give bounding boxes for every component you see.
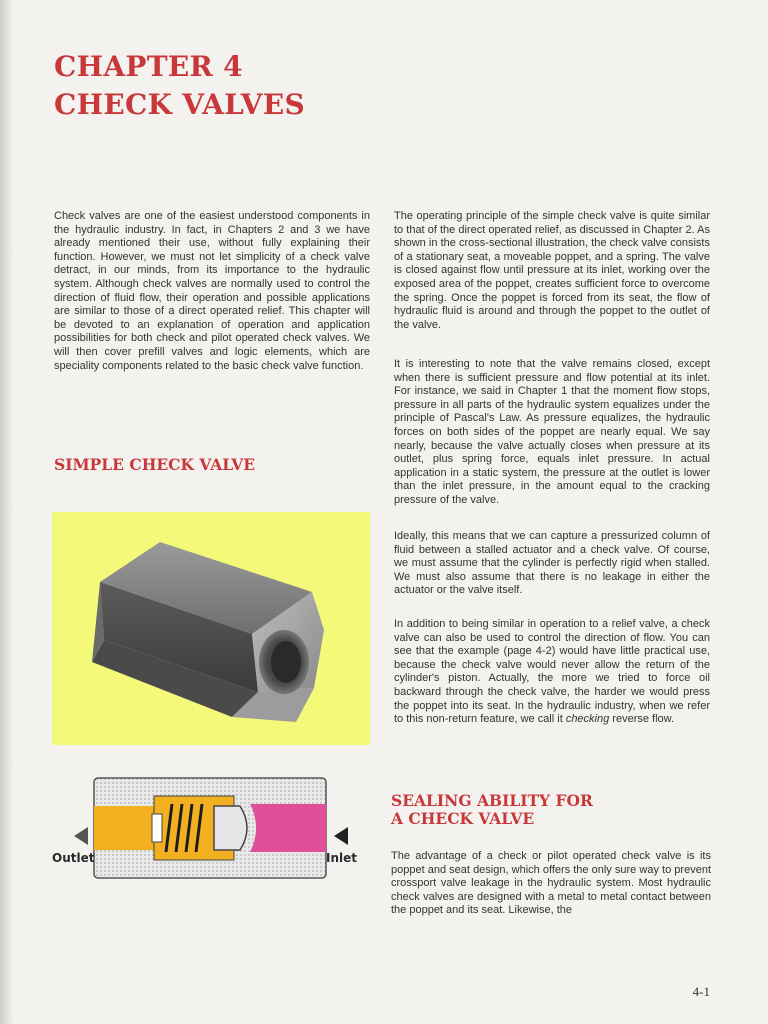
heading-simple-check-valve: SIMPLE CHECK VALVE [54, 455, 256, 474]
page-binding-shadow [0, 0, 14, 1024]
outlet-arrow-icon [72, 826, 90, 846]
check-valve-photo [52, 512, 370, 745]
direction-control-paragraph [394, 618, 710, 727]
poppet [214, 806, 247, 850]
intro-paragraph: Check valves are one of the easiest understood components in the hydraulic industry. In fact, in Chapters 2 and 3 we have already mentioned their use, without fully explaining their function. However, we must not let simplicity of a check valve detract, in our minds, from its importance to the hydraulic system. Although check valves are normally used to control the direction of fluid flow, their operation and possible applications are similar to those of a direct operated relief. This chapter will be devoted to an explanation of operation and application possibilities for both check and pilot operated check valves. We will then cover prefill valves and logic elements, which are speciality components related to the basic check valve function. [54, 210, 370, 372]
cross-section-diagram [44, 774, 362, 884]
check-valve-illustration [52, 512, 370, 745]
heading-sealing-ability [391, 792, 711, 828]
page-number: 4-1 [692, 984, 710, 999]
valve-seat [152, 814, 162, 842]
chapter-name: CHECK VALVES [54, 88, 305, 121]
chapter-title [54, 48, 305, 124]
inlet-arrow-icon [332, 826, 350, 846]
chapter-number: CHAPTER 4 [54, 50, 243, 83]
inlet-chamber [250, 804, 326, 852]
direction-control-text: In addition to being similar in operation to a relief valve, a check valve can also be used to control the direction of flow. You can see that the example (page 4-2) would have little practical use, because the check valve would never allow the return of the cylinder's piston. Actually, the more we tried to force oil backward through the check valve, the harder we would press the poppet into its seat. In the hydraulic industry, when we refer to this non-return feature, we call it [394, 618, 710, 726]
inlet-label: Inlet [326, 851, 357, 865]
sealing-paragraph: The advantage of a check or pilot operated check valve is its poppet and seat design, which offers the only sure way to prevent crossport valve leakage in the hydraulic system. Most hydraulic check valves are designed with a metal to metal contact between the poppet and its seat. Likewise, the [391, 850, 711, 917]
checking-term: checking [565, 713, 610, 726]
heading-sealing-line1: SEALING ABILITY FOR [391, 791, 593, 810]
heading-sealing-line2: A CHECK VALVE [391, 809, 535, 828]
principle-paragraph: The operating principle of the simple check valve is quite similar to that of the direct operated relief, as discussed in Chapter 2. As shown in the cross-sectional illustration, the check valve consists of a stationary seat, a moveable poppet, and a spring. The valve is closed against flow until pressure at its inlet, working over the exposed area of the poppet, creates sufficient force to overcome the spring. Once the poppet is forced from its seat, the flow of hydraulic fluid is around and through the poppet to the outlet of the valve. [394, 210, 710, 331]
pressurized-column-paragraph: Ideally, this means that we can capture a pressurized column of fluid between a stalled actuator and a check valve. Of course, we must assume that the cylinder is perfectly rigid when stalled. We must also assume that there is no leakage in either the actuator or the valve itself. [394, 530, 710, 597]
check-valve-cross-section [44, 774, 362, 884]
pascal-paragraph: It is interesting to note that the valve remains closed, except when there is sufficient pressure and flow potential at its inlet. For instance, we said in Chapter 1 that the moment flow stops, pressure in all parts of the hydraulic system equalizes under the principle of Pascal's Law. As pressure equalizes, the hydraulic forces on both sides of the poppet are nearly equal. We say nearly, because the valve actually closes when pressure at its outlet, plus spring force, equals inlet pressure. In actual application in a static system, the pressure at the outlet is lower than the inlet pressure, in the amount equal to the cracking pressure of the valve. [394, 358, 710, 506]
outlet-label: Outlet [52, 851, 95, 865]
direction-control-end: reverse flow. [609, 713, 675, 726]
